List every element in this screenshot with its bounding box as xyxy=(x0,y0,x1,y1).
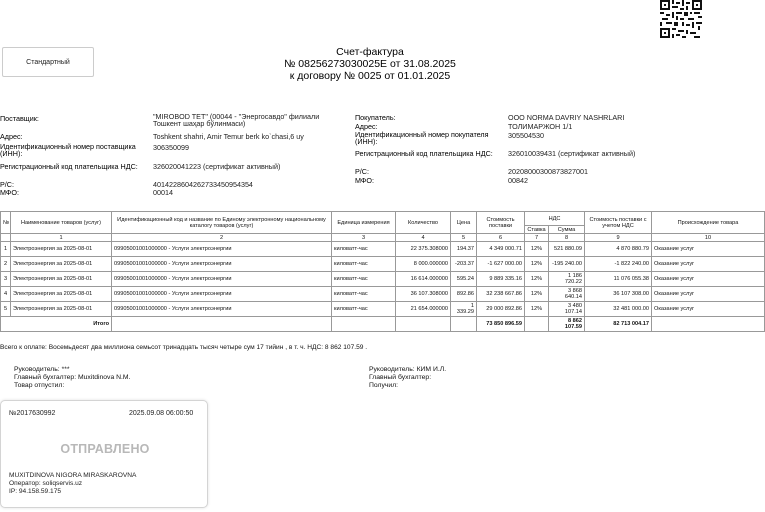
row-catalog: 09905001001000000 - Услуги электроэнергии xyxy=(112,302,332,317)
buyer-vat-label: Регистрационный код плательщика НДС: xyxy=(355,149,493,158)
col-number-blank xyxy=(1,234,11,242)
col-number: 1 xyxy=(11,234,112,242)
row-total: 11 076 055.38 xyxy=(585,272,652,287)
row-price: 1 339.29 xyxy=(451,302,477,317)
supplier-account-label: Р/С: xyxy=(0,180,14,189)
invoice-title-block xyxy=(200,46,540,82)
row-unit: киловатт-час xyxy=(332,272,396,287)
table-row xyxy=(1,242,765,257)
row-vat-sum: 521 880.09 xyxy=(549,242,585,257)
signature-director-right: Руководитель: КИМ И.Л. xyxy=(369,366,447,373)
col-header-catalog: Идентификационный код и название по Единому электронному национальному каталогу товаров (услуг) xyxy=(112,212,332,234)
col-number: 10 xyxy=(652,234,765,242)
row-price: -203.37 xyxy=(451,257,477,272)
stamp-ip: IP: 94.158.59.175 xyxy=(9,488,62,495)
table-row xyxy=(1,257,765,272)
payment-summary: Всего к оплате: Восемьдесят два миллиона семьсот тринадцать тысяч четыре сум 17 тийин , в т. ч. НДС: 8 862 107.59 . xyxy=(0,344,368,351)
signature-released-left: Товар отпустил: xyxy=(14,382,65,389)
row-name: Электроэнергия за 2025-08-01 xyxy=(11,287,112,302)
row-vat-rate: 12% xyxy=(525,302,549,317)
row-name: Электроэнергия за 2025-08-01 xyxy=(11,257,112,272)
col-header-qty: Количество xyxy=(396,212,451,234)
row-vat-sum: 1 186 720.22 xyxy=(549,272,585,287)
col-number: 4 xyxy=(396,234,451,242)
buyer-account: 20208000300873827001 xyxy=(508,167,588,176)
col-number: 2 xyxy=(112,234,332,242)
row-vat-sum: 3 868 640.14 xyxy=(549,287,585,302)
total-blank xyxy=(112,317,332,332)
supplier-label: Поставщик: xyxy=(0,114,39,123)
buyer-vat-reg: 326010039431 (сертификат активный) xyxy=(508,149,636,158)
row-price: 595.24 xyxy=(451,272,477,287)
row-price: 892.86 xyxy=(451,287,477,302)
col-header-vat-sum: Сумма xyxy=(549,226,585,234)
row-no: 2 xyxy=(1,257,11,272)
table-body xyxy=(1,242,765,332)
col-number: 9 xyxy=(585,234,652,242)
sent-stamp xyxy=(0,400,208,508)
total-vat: 8 862 107.59 xyxy=(549,317,585,332)
supplier-vat-reg: 326020041223 (сертификат активный) xyxy=(153,162,281,171)
supplier-address: Toshkent shahri, Amir Temur berk ko`chasi,6 uy xyxy=(153,132,304,141)
supplier-vat-label: Регистрационный код плательщика НДС: xyxy=(0,162,138,171)
col-header-total: Стоимость поставки с учетом НДС xyxy=(585,212,652,234)
total-blank xyxy=(652,317,765,332)
row-qty: 16 614.000000 xyxy=(396,272,451,287)
row-unit: киловатт-час xyxy=(332,257,396,272)
signature-accountant-left: Главный бухгалтер: Muxitdinova N.M. xyxy=(14,374,131,381)
row-vat-rate: 12% xyxy=(525,257,549,272)
supplier-address-label: Адрес: xyxy=(0,132,23,141)
row-no: 1 xyxy=(1,242,11,257)
stamp-signer: MUXITDINOVA NIGORA MIRASKAROVNA xyxy=(9,472,137,479)
row-name: Электроэнергия за 2025-08-01 xyxy=(11,302,112,317)
col-number: 8 xyxy=(549,234,585,242)
signature-received-right: Получил: xyxy=(369,382,399,389)
supplier-account: 40142286042627334509543​54 xyxy=(153,180,253,189)
col-header-unit: Единица измерения xyxy=(332,212,396,234)
row-vat-rate: 12% xyxy=(525,242,549,257)
row-origin: Оказание услуг xyxy=(652,257,765,272)
row-catalog: 09905001001000000 - Услуги электроэнергии xyxy=(112,242,332,257)
signature-director-left: Руководитель: *** xyxy=(14,366,70,373)
col-number: 3 xyxy=(332,234,396,242)
row-catalog: 09905001001000000 - Услуги электроэнергии xyxy=(112,272,332,287)
row-cost: 9 889 335.16 xyxy=(477,272,525,287)
row-cost: 32 238 667.86 xyxy=(477,287,525,302)
col-number: 5 xyxy=(451,234,477,242)
table-row xyxy=(1,272,765,287)
supplier-mfo: 00014 xyxy=(153,188,173,197)
table-total-row xyxy=(1,317,765,332)
row-no: 5 xyxy=(1,302,11,317)
row-vat-sum: -195 240.00 xyxy=(549,257,585,272)
invoice-contract: к договору № 0025 от 01.01.2025 xyxy=(289,70,451,82)
buyer-mfo-label: МФО: xyxy=(355,176,374,185)
total-with-vat: 82 713 004.17 xyxy=(585,317,652,332)
row-origin: Оказание услуг xyxy=(652,302,765,317)
row-catalog: 09905001001000000 - Услуги электроэнергии xyxy=(112,257,332,272)
row-total: 4 870 880.79 xyxy=(585,242,652,257)
row-qty: 21 654.000000 xyxy=(396,302,451,317)
row-vat-rate: 12% xyxy=(525,287,549,302)
buyer-label: Покупатель: xyxy=(355,113,396,122)
buyer-inn: 305504530 xyxy=(508,131,544,140)
buyer-address: ТОЛИМАРЖОН 1/1 xyxy=(508,122,573,131)
total-cost: 73 850 896.59 xyxy=(477,317,525,332)
stamp-number: №2017630992 xyxy=(9,410,56,417)
col-number: 6 xyxy=(477,234,525,242)
row-total: 36 107 308.00 xyxy=(585,287,652,302)
row-vat-sum: 3 480 107.14 xyxy=(549,302,585,317)
row-vat-rate: 12% xyxy=(525,272,549,287)
stamp-status: ОТПРАВЛЕНО xyxy=(60,442,150,456)
row-total: 32 481 000.00 xyxy=(585,302,652,317)
row-cost: 4 349 000.71 xyxy=(477,242,525,257)
row-unit: киловатт-час xyxy=(332,287,396,302)
row-unit: киловатт-час xyxy=(332,242,396,257)
col-header-no: № xyxy=(1,212,11,234)
invoice-items-table xyxy=(0,211,765,332)
row-cost: 29 000 892.86 xyxy=(477,302,525,317)
col-header-vat: НДС xyxy=(525,212,585,226)
row-qty: 36 107.308000 xyxy=(396,287,451,302)
buyer-address-label: Адрес: xyxy=(355,122,378,131)
document-type-box xyxy=(2,47,94,77)
total-blank xyxy=(396,317,451,332)
row-qty: 22 375.308000 xyxy=(396,242,451,257)
stamp-operator: Оператор: soliqservis.uz xyxy=(9,480,83,487)
row-name: Электроэнергия за 2025-08-01 xyxy=(11,272,112,287)
qr-code xyxy=(660,0,702,38)
row-total: -1 822 240.00 xyxy=(585,257,652,272)
row-name: Электроэнергия за 2025-08-01 xyxy=(11,242,112,257)
row-price: 194.37 xyxy=(451,242,477,257)
col-number: 7 xyxy=(525,234,549,242)
stamp-datetime: 2025.09.08 06:00:50 xyxy=(129,410,194,417)
signature-accountant-right: Главный бухгалтер: xyxy=(369,374,432,381)
col-header-cost: Стоимость поставки xyxy=(477,212,525,234)
total-blank xyxy=(525,317,549,332)
row-origin: Оказание услуг xyxy=(652,287,765,302)
row-origin: Оказание услуг xyxy=(652,272,765,287)
total-label: Итого xyxy=(1,317,112,332)
buyer-inn-label: Идентификационный номер покупателя (ИНН): xyxy=(355,130,489,146)
buyer-account-label: Р/С: xyxy=(355,167,369,176)
total-blank xyxy=(451,317,477,332)
row-cost: -1 627 000.00 xyxy=(477,257,525,272)
supplier-mfo-label: МФО: xyxy=(0,188,19,197)
row-unit: киловатт-час xyxy=(332,302,396,317)
col-header-vat-rate: Ставка xyxy=(525,226,549,234)
total-blank xyxy=(332,317,396,332)
col-header-name: Наименование товаров (услуг) xyxy=(11,212,112,234)
row-qty: 8 000.000000 xyxy=(396,257,451,272)
invoice-number: № 0825627303002​5E от 31.08.2025 xyxy=(284,58,456,70)
invoice-title: Счет-фактура xyxy=(336,46,404,58)
col-header-price: Цена xyxy=(451,212,477,234)
row-no: 4 xyxy=(1,287,11,302)
supplier-name: "MIROBOD TET" (00044 - "Энергосавдо" филиали Тошкент шаҳар бўлинмаси) xyxy=(153,112,320,128)
col-header-origin: Происхождение товара xyxy=(652,212,765,234)
row-catalog: 09905001001000000 - Услуги электроэнергии xyxy=(112,287,332,302)
row-no: 3 xyxy=(1,272,11,287)
supplier-inn-label: Идентификационный номер поставщика (ИНН): xyxy=(0,142,136,158)
buyer-name: OOO NORMA DAVRIY NASHRLARI xyxy=(508,113,625,122)
document-type-label: Стандартный xyxy=(26,58,70,66)
buyer-mfo: 00842 xyxy=(508,176,528,185)
table-row xyxy=(1,302,765,317)
supplier-inn: 306350099 xyxy=(153,143,189,152)
table-row xyxy=(1,287,765,302)
row-origin: Оказание услуг xyxy=(652,242,765,257)
